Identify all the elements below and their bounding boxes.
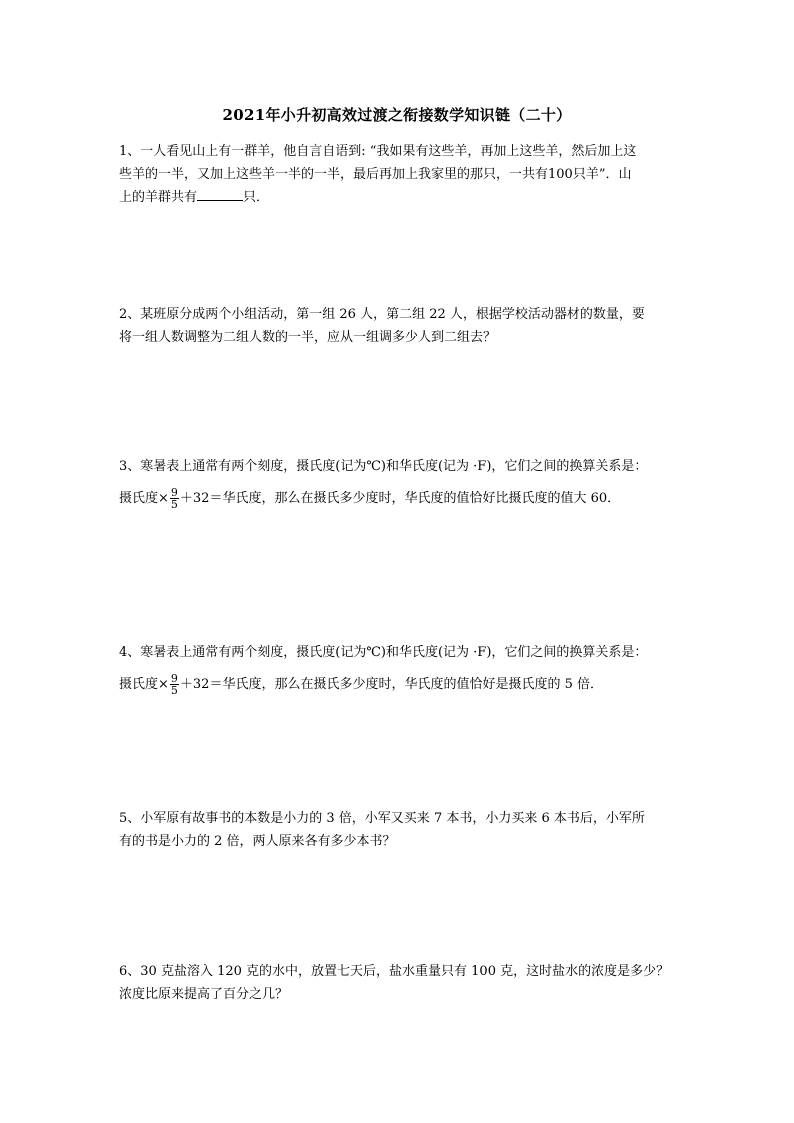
answer-blank bbox=[197, 186, 243, 201]
question-5-line-2: 有的书是小力的 2 倍，两人原来各有多少本书？ bbox=[119, 834, 396, 849]
question-1-line-2: 些羊的一半，又加上这些羊一半的一半，最后再加上我家里的那只，一共有100只羊”．山 bbox=[119, 167, 632, 182]
question-4-line-1: 4、寒暑表上通常有两个刻度，摄氏度(记为℃)和华氏度(记为 ·F)，它们之间的换算关系是： bbox=[119, 645, 648, 660]
question-1-line-1: 1、一人看见山上有一群羊，他自言自语到: “我如果有这些羊，再加上这些羊，然后加上这 bbox=[119, 144, 637, 159]
formula-suffix: ＋32＝华氏度，那么在摄氏多少度时，华氏度的值恰好比摄氏度的值大 60． bbox=[179, 490, 621, 506]
fraction-numerator: 9 bbox=[170, 485, 178, 499]
fraction-denominator: 5 bbox=[170, 497, 178, 511]
formula-prefix: 摄氏度× bbox=[119, 490, 169, 506]
question-1 bbox=[119, 140, 679, 209]
question-5 bbox=[119, 807, 679, 853]
question-6-line-1: 6、30 克盐溶入 120 克的水中，放置七天后，盐水重量只有 100 克，这时盐水的浓度是多少？ bbox=[119, 964, 670, 979]
question-1-line-3 bbox=[119, 186, 679, 209]
formula-suffix: ＋32＝华氏度，那么在摄氏多少度时，华氏度的值恰好是摄氏度的 5 倍． bbox=[179, 676, 603, 692]
formula-prefix: 摄氏度× bbox=[119, 676, 169, 692]
question-3-line-1: 3、寒暑表上通常有两个刻度，摄氏度(记为℃)和华氏度(记为 ·F)，它们之间的换算关系是： bbox=[119, 459, 648, 474]
question-1-line-3-start: 上的羊群共有 bbox=[119, 190, 198, 205]
question-4-formula bbox=[119, 664, 679, 704]
question-2-line-2: 将一组人数调整为二组人数的一半，应从一组调多少人到二组去？ bbox=[119, 330, 497, 345]
question-3 bbox=[119, 455, 679, 518]
question-6 bbox=[119, 960, 679, 1006]
question-2-line-1: 2、某班原分成两个小组活动，第一组 26 人，第二组 22 人，根据学校活动器材的数量，要 bbox=[119, 307, 645, 322]
page-title: 2021年小升初高效过渡之衔接数学知识链（二十） bbox=[222, 106, 572, 124]
question-6-line-2: 浓度比原来提高了百分之几？ bbox=[119, 987, 289, 1002]
fraction bbox=[170, 487, 179, 510]
question-4 bbox=[119, 641, 679, 704]
fraction-denominator: 5 bbox=[170, 683, 178, 697]
question-3-formula bbox=[119, 478, 679, 518]
fraction bbox=[170, 673, 179, 696]
question-2 bbox=[119, 303, 679, 349]
fraction-numerator: 9 bbox=[170, 671, 178, 685]
question-5-line-1: 5、小军原有故事书的本数是小力的 3 倍，小军又买来 7 本书，小力买来 6 本书后，小军所 bbox=[119, 811, 645, 826]
question-1-line-3-end: 只． bbox=[243, 190, 270, 205]
